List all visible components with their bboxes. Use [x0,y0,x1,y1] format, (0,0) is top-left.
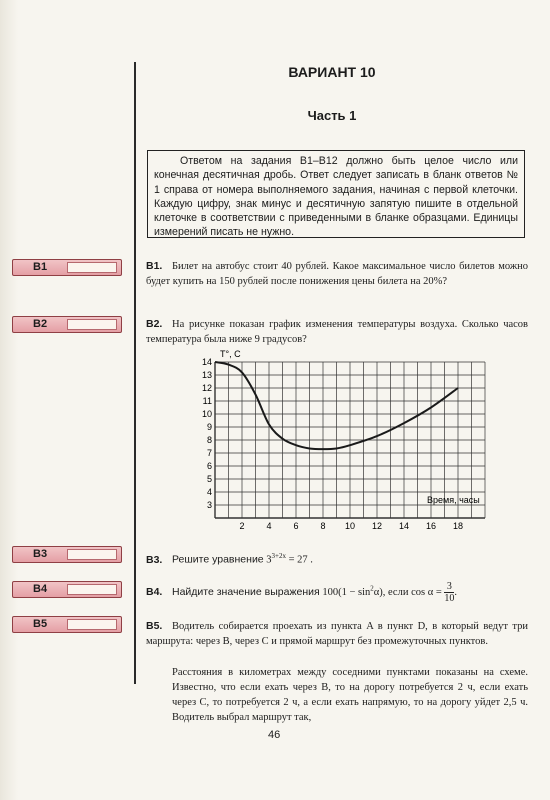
answer-tab-b1 [12,259,122,276]
x-tick-label: 10 [344,521,356,531]
answer-cell [67,549,117,560]
fraction [444,581,454,604]
fraction-numerator: 3 [444,581,454,593]
x-tick-label: 2 [239,521,245,531]
answer-tab-b3 [12,546,122,563]
margin-line [134,62,136,684]
answer-cell [67,619,117,630]
x-tick-label: 16 [425,521,437,531]
answer-tab-label: В2 [33,318,48,330]
task-text: Решите уравнение [172,553,264,566]
answer-tab-b5 [12,616,122,633]
instructions-box: Ответом на задания В1–В12 должно быть целое число или конечная десятичная дробь. Ответ следует записать в бланк ответов № 1 справа от номера выполняемого задания, начиная с первой клеточки. Каждую цифру, знак минус и десятичную запятую пишите в отдельной клеточке в соответствии с приведенными в бланке образцами. Единицы измерений писать не нужно. [147,150,525,238]
answer-tab-label: В4 [33,583,48,595]
expression-end: α) [373,586,383,598]
equation-exponent: 3+2x [271,552,286,560]
task-number: В4. [146,585,163,598]
task-text: Найдите значение выражения [172,585,320,598]
y-tick-label: 3 [206,500,212,510]
variant-title: ВАРИАНТ 10 [288,64,376,80]
answer-tab-b4 [12,581,122,598]
answer-tab-b2 [12,316,122,333]
y-tick-label: 11 [202,396,212,406]
x-tick-label: 18 [452,521,464,531]
y-tick-label: 8 [206,435,212,445]
expression-power: 2 [370,584,374,593]
task-number: В1. [146,260,163,272]
y-tick-label: 9 [206,422,212,432]
equation-rhs: = 27 . [288,554,313,566]
y-tick-label: 7 [206,448,212,458]
y-tick-label: 4 [206,487,212,497]
task-b5-paragraph: Расстояния в километрах между соседними пунктами показаны на схеме. Известно, что если ехать через B, то на дорогу потребуется 2 ч, если ехать через C, то потребуется 2 ч, а если ехать напрямую, то на дорогу уйдет 2,5 ч. Водитель выбрал маршрут так, [172,667,528,723]
task-text: Водитель собирается проехать из пункта A в пункт D, в который ведут три маршрута: через B, через C и прямой маршрут без промежуточных пунктов. [146,621,528,647]
task-number: В2. [146,318,163,330]
y-tick-label: 14 [201,357,212,367]
x-tick-label: 8 [320,521,326,531]
task-number: В3. [146,553,163,566]
task-text: Билет на автобус стоит 40 рублей. Какое максимальное число билетов можно будет купить на 150 рублей после понижения цены билета на 20%? [146,261,528,287]
task-b5 [146,619,528,649]
x-tick-label: 12 [371,521,383,531]
expression: 100(1 − sin [322,586,371,598]
task-text: На рисунке показан график изменения температуры воздуха. Сколько часов температура была ниже 9 градусов? [146,319,528,345]
task-b3 [146,549,528,568]
condition: , если cos α = [382,586,442,598]
y-tick-label: 13 [201,370,212,380]
x-tick-label: 14 [398,521,410,531]
task-number: В5. [146,620,163,632]
answer-tab-label: В5 [33,618,48,630]
x-axis-label: Время, часы [427,495,480,505]
answer-cell [67,262,117,273]
answer-cell [67,584,117,595]
answer-tab-label: В3 [33,548,48,560]
temperature-chart [195,344,495,534]
answer-tab-label: В1 [33,261,48,273]
task-b4 [146,581,528,604]
y-tick-label: 12 [201,383,212,393]
equation-base: 3 [266,554,272,566]
task-b1 [146,259,528,289]
fraction-denominator: 10 [444,593,455,604]
y-axis-label: T°, C [220,349,241,359]
x-tick-label: 6 [293,521,299,531]
y-tick-label: 6 [206,461,212,471]
y-tick-label: 10 [201,409,212,419]
period: . [454,586,457,598]
part-title: Часть 1 [307,108,357,123]
x-tick-label: 4 [266,521,272,531]
page-number: 46 [268,729,281,741]
answer-cell [67,319,117,330]
y-tick-label: 5 [206,474,212,484]
task-b2 [146,317,528,347]
